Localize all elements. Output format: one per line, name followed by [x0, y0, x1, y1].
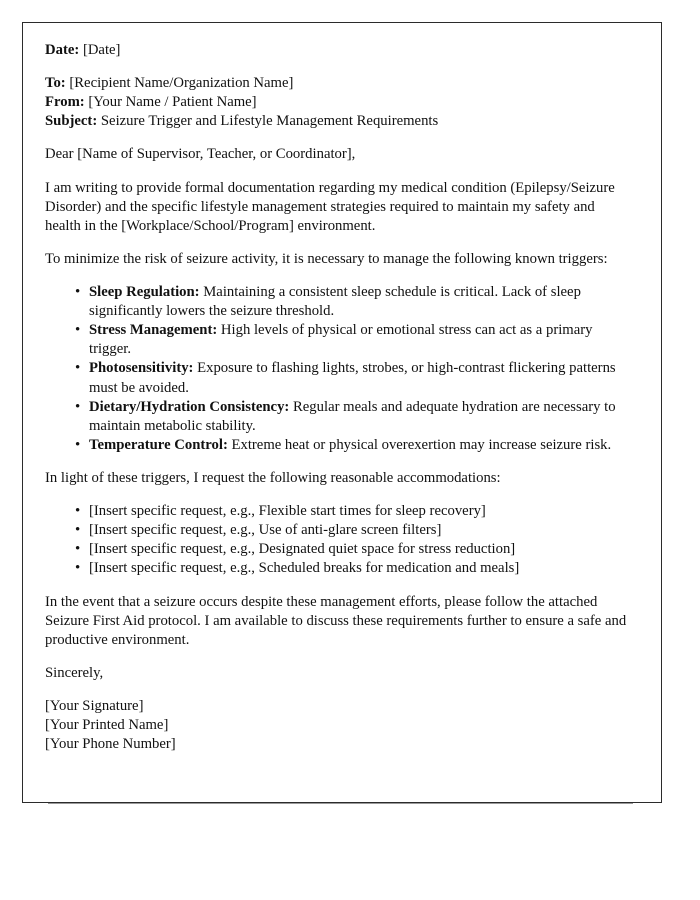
- trigger-list: [45, 283, 627, 455]
- footer-divider: [48, 803, 633, 804]
- trigger-text: Maintaining a consistent sleep schedule is critical. Lack of sleep significantly lowers the seizure threshold.: [89, 283, 581, 320]
- printed-name-line: [Your Printed Name]: [45, 717, 169, 734]
- subject-value: Seizure Trigger and Lifestyle Management Requirements: [100, 113, 439, 130]
- trigger-label: Sleep Regulation:: [89, 283, 200, 300]
- list-item: • [Insert specific request, e.g., Flexible start times for sleep recovery]: [45, 502, 627, 521]
- list-item: [45, 398, 627, 436]
- phone-number-line: [Your Phone Number]: [45, 736, 176, 753]
- sign-off: Sincerely,: [45, 664, 104, 681]
- triggers-lead-in: To minimize the risk of seizure activity, it is necessary to manage the following known triggers:: [45, 250, 608, 267]
- closing-paragraph: In the event that a seizure occurs despite these management efforts, please follow the attached Seizure First Aid protocol. I am available to discuss these requirements further to ensure a safe and productive environment.: [45, 593, 627, 648]
- list-item: [45, 359, 627, 397]
- to-value: [Recipient Name/Organization Name]: [69, 75, 294, 92]
- letter-header-group: [45, 74, 627, 131]
- accommodations-lead-in: In light of these triggers, I request the following reasonable accommodations:: [45, 469, 501, 486]
- trigger-label: Photosensitivity:: [89, 360, 194, 377]
- signature-line: [Your Signature]: [45, 697, 144, 714]
- to-label: To:: [45, 75, 66, 92]
- trigger-text: High levels of physical or emotional stress can act as a primary trigger.: [89, 322, 593, 358]
- signature-block: [45, 697, 627, 754]
- document-page: [22, 22, 662, 803]
- list-item: [45, 436, 627, 455]
- trigger-label: Dietary/Hydration Consistency:: [89, 398, 290, 415]
- trigger-label: Stress Management:: [89, 322, 218, 339]
- trigger-text: Extreme heat or physical overexertion may increase seizure risk.: [231, 436, 612, 453]
- date-label: Date:: [45, 42, 80, 58]
- intro-paragraph: I am writing to provide formal documentation regarding my medical condition (Epilepsy/Seizure Disorder) and the specific lifestyle management strategies required to maintain my safety and health in the [Workplace/School/Program] environment.: [45, 179, 615, 234]
- list-item: • [Insert specific request, e.g., Scheduled breaks for medication and meals]: [45, 559, 627, 578]
- date-value: [Date]: [82, 42, 121, 58]
- from-value: [Your Name / Patient Name]: [88, 94, 257, 111]
- list-item: [45, 283, 627, 321]
- document-body: [45, 41, 627, 754]
- trigger-text: Exposure to flashing lights, strobes, or high-contrast flickering patterns must be avoided.: [89, 360, 616, 396]
- trigger-label: Temperature Control:: [89, 436, 228, 453]
- accommodation-list: [45, 502, 627, 578]
- to-line: [45, 74, 627, 93]
- list-item: • [Insert specific request, e.g., Use of anti-glare screen filters]: [45, 521, 627, 540]
- salutation: Dear [Name of Supervisor, Teacher, or Coordinator],: [45, 146, 356, 163]
- date-line: [45, 41, 627, 60]
- list-item: • [Insert specific request, e.g., Designated quiet space for stress reduction]: [45, 540, 627, 559]
- from-label: From:: [45, 94, 85, 111]
- list-item: [45, 321, 627, 359]
- trigger-text: Regular meals and adequate hydration are necessary to maintain metabolic stability.: [89, 398, 616, 434]
- subject-line: [45, 112, 627, 131]
- subject-label: Subject:: [45, 113, 98, 130]
- from-line: [45, 93, 627, 112]
